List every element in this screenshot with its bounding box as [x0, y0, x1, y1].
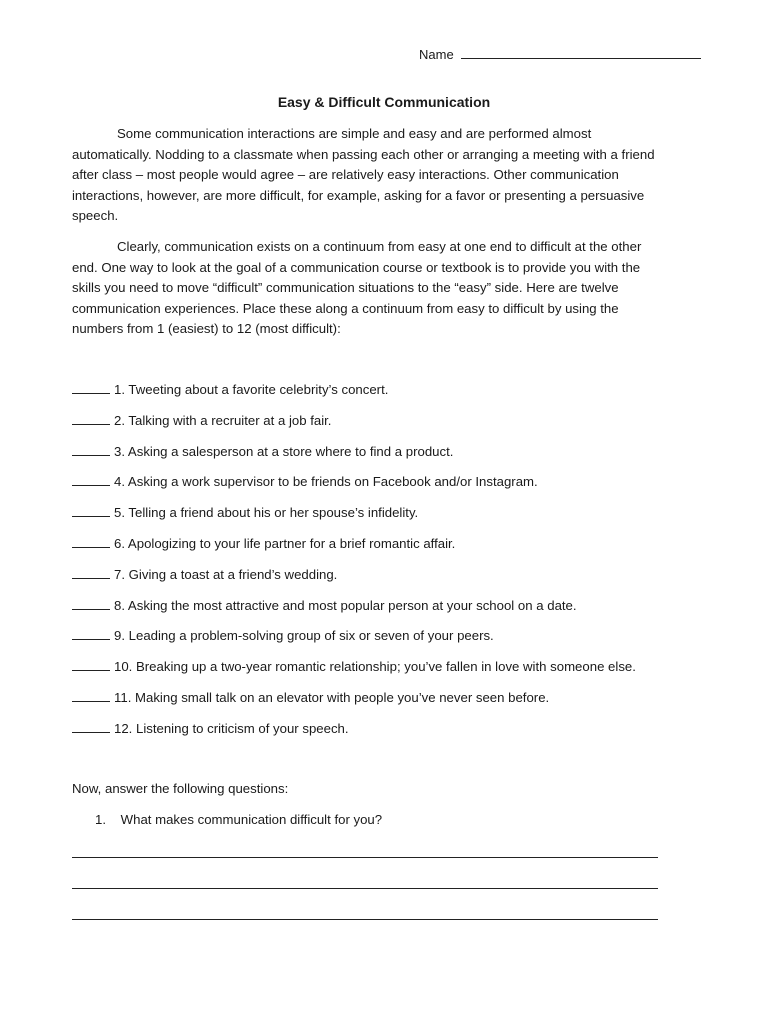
- paragraph-line: skills you need to move “difficult” communication situations to the “easy” side. Here are twelve: [72, 280, 619, 295]
- paragraph-line: speech.: [72, 208, 119, 223]
- name-field[interactable]: [419, 46, 701, 64]
- rank-blank[interactable]: [72, 442, 110, 456]
- rank-blank[interactable]: [72, 472, 110, 486]
- answer-line[interactable]: [72, 857, 658, 858]
- rank-blank[interactable]: [72, 565, 110, 579]
- answer-line[interactable]: [72, 888, 658, 889]
- paragraph-line: Clearly, communication exists on a continuum from easy at one end to difficult at the other: [117, 239, 642, 254]
- ranking-item-text: 1. Tweeting about a favorite celebrity’s concert.: [114, 382, 389, 397]
- ranking-item: [72, 596, 712, 627]
- ranking-item-text: 5. Telling a friend about his or her spouse’s infidelity.: [114, 505, 419, 521]
- intro-paragraph-1: [72, 124, 696, 227]
- ranking-item-text: 6. Apologizing to your life partner for a brief romantic affair.: [114, 535, 456, 551]
- paragraph-line: interactions, however, are more difficult, for example, asking for a favor or presenting a persuasive: [72, 187, 645, 203]
- ranking-item: [72, 472, 712, 503]
- rank-blank[interactable]: [72, 534, 110, 548]
- intro-paragraph-2: [72, 237, 696, 340]
- ranking-item: [72, 503, 712, 534]
- question-1: [95, 811, 382, 829]
- name-blank-line[interactable]: [461, 46, 701, 59]
- ranking-item: [72, 657, 712, 688]
- ranking-item-text: 2. Talking with a recruiter at a job fair.: [114, 412, 332, 428]
- ranking-item-text: 9. Leading a problem-solving group of six or seven of your peers.: [114, 628, 494, 644]
- ranking-item-text: 8. Asking the most attractive and most popular person at your school on a date.: [114, 597, 577, 613]
- ranking-item: [72, 719, 712, 750]
- answer-line[interactable]: [72, 919, 658, 920]
- ranking-item-text: 3. Asking a salesperson at a store where to find a product.: [114, 443, 454, 459]
- question-text: What makes communication difficult for you?: [120, 812, 383, 827]
- ranking-item: [72, 411, 712, 442]
- paragraph-line: after class – most people would agree – are relatively easy interactions. Other communication: [72, 167, 619, 182]
- ranking-item-text: 10. Breaking up a two-year romantic relationship; you’ve fallen in love with someone else.: [114, 659, 636, 675]
- name-label: Name: [419, 47, 454, 62]
- rank-blank[interactable]: [72, 626, 110, 640]
- rank-blank[interactable]: [72, 380, 110, 394]
- ranking-item-text: 12. Listening to criticism of your speech.: [114, 720, 349, 736]
- ranking-item: [72, 565, 712, 596]
- paragraph-line: automatically. Nodding to a classmate when passing each other or arranging a meeting with a friend: [72, 146, 655, 162]
- ranking-item-text: 11. Making small talk on an elevator with people you’ve never seen before.: [114, 689, 550, 705]
- rank-blank[interactable]: [72, 503, 110, 517]
- ranking-item-text: 7. Giving a toast at a friend’s wedding.: [114, 566, 338, 582]
- paragraph-line: Some communication interactions are simple and easy and are performed almost: [117, 126, 592, 141]
- paragraph-line: numbers from 1 (easiest) to 12 (most difficult):: [72, 321, 341, 336]
- rank-blank[interactable]: [72, 688, 110, 702]
- rank-blank[interactable]: [72, 657, 110, 671]
- question-number: 1.: [95, 812, 106, 827]
- paragraph-line: communication experiences. Place these along a continuum from easy to difficult by using the: [72, 300, 619, 316]
- ranking-item: [72, 626, 712, 657]
- ranking-item-text: 4. Asking a work supervisor to be friends on Facebook and/or Instagram.: [114, 474, 538, 490]
- ranking-item: [72, 442, 712, 473]
- ranking-item: [72, 688, 712, 719]
- ranking-item: [72, 534, 712, 565]
- paragraph-line: end. One way to look at the goal of a communication course or textbook is to provide you with the: [72, 259, 641, 275]
- questions-prompt: Now, answer the following questions:: [72, 781, 289, 796]
- ranking-item: [72, 380, 712, 411]
- rank-blank[interactable]: [72, 596, 110, 610]
- ranking-list: [72, 380, 712, 750]
- rank-blank[interactable]: [72, 719, 110, 733]
- rank-blank[interactable]: [72, 411, 110, 425]
- page-title: Easy & Difficult Communication: [277, 94, 491, 110]
